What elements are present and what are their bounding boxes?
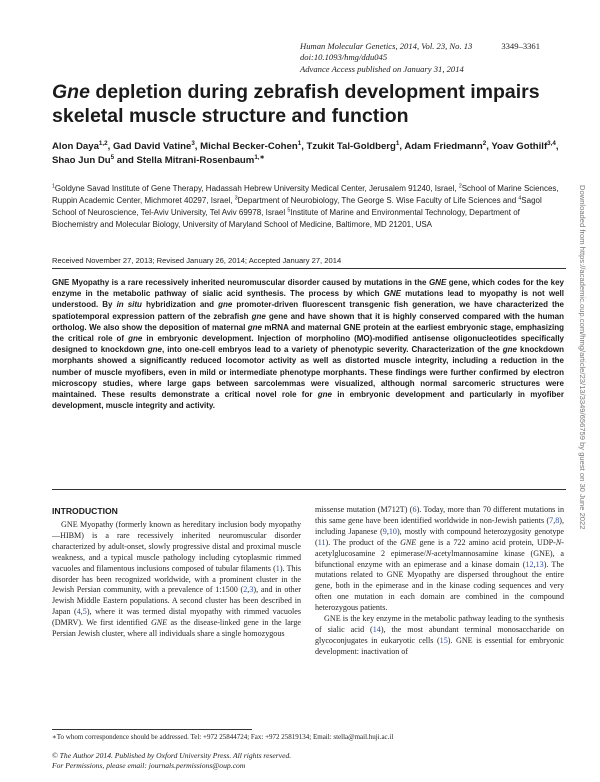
affiliation-sup: 3 xyxy=(234,195,238,202)
intro-text: ), the most abundant terminal monosaccharide on glycoconjugates in eukaryotic cells ( xyxy=(315,624,564,645)
page-range: 3349–3361 xyxy=(501,41,540,51)
advance-access: Advance Access published on January 31, 2014 xyxy=(300,63,464,74)
author-separator: and xyxy=(114,155,137,167)
abstract-italic: in situ xyxy=(116,300,142,310)
abstract-text: promoter-driven fluorescent transgenic fish generation, we have characterized the spatiotemporal expression pattern of the zebrafish xyxy=(52,300,565,321)
abstract-italic: GNE xyxy=(383,289,401,299)
footnote-rule xyxy=(52,729,252,730)
divider-bottom xyxy=(52,489,566,490)
correspondence-footnote: ∗To whom correspondence should be addressed. Tel: +972 25844724; Fax: +972 25819134; Email: stella@mail.huji.ac.il xyxy=(52,733,394,741)
citation-link[interactable]: 6 xyxy=(412,505,417,514)
author-name: Shao Jun Du xyxy=(52,155,111,167)
author-separator: , xyxy=(486,141,492,152)
intro-text: ), mostly with compound heterozygosity genotype ( xyxy=(315,526,565,547)
abstract-text: hybridization and xyxy=(141,300,219,310)
abstract-text: mutations lead to myopathy is not well understood. By xyxy=(52,289,564,310)
intro-text: ). The product of the xyxy=(325,537,401,547)
title-rest: depletion during zebrafish development impairs skeletal muscle structure and function xyxy=(52,81,540,127)
citation-link[interactable]: 1 xyxy=(275,563,280,573)
citation-link[interactable]: 11 xyxy=(317,537,326,547)
article-title xyxy=(52,80,562,128)
download-watermark: Downloaded from https://academic.oup.com/hmg/article/23/13/3349/656759 by guest on 30 June 2022 xyxy=(578,185,587,530)
citation-link[interactable]: 3 xyxy=(249,585,254,595)
abstract-italic: GNE xyxy=(428,278,447,287)
journal-header xyxy=(300,41,540,75)
citation-link[interactable]: 13 xyxy=(535,559,544,569)
affiliation-sup: 1 xyxy=(52,183,55,190)
abstract-text: mRNA and maternal GNE protein at the earliest embryonic stage, emphasizing the critical role of xyxy=(52,322,564,344)
received-dates: Received November 27, 2013; Revised January 26, 2014; Accepted January 27, 2014 xyxy=(52,256,342,265)
citation-link[interactable]: 12 xyxy=(525,559,534,569)
citation-link[interactable]: 2 xyxy=(243,585,248,595)
intro-text: ). GNE is essential for embryonic development: inactivation of xyxy=(315,635,564,656)
author-name: Stella Mitrani-Rosenbaum xyxy=(136,155,255,167)
abstract-text: in embryonic development and particularly in myofiber development, muscle integrity and activity. xyxy=(52,390,564,411)
abstract-italic: gne xyxy=(147,345,162,355)
abstract-italic: gne xyxy=(317,390,332,400)
intro-text: ). The mutations related to GNE Myopathy are dispersed throughout the entire gene, both in the epimerase and in the kinase coding sequences and very often one mutation in each domain are combined in the compound heterozygous patients. xyxy=(315,559,565,613)
affiliation-sup: 5 xyxy=(287,207,291,214)
author-affiliation-sup: 5 xyxy=(110,154,115,162)
affiliation-text: School of Marine Sciences, Ruppin Academic Center, Michmoret 40297, Israel, xyxy=(52,184,559,205)
introduction-heading: INTRODUCTION xyxy=(52,506,118,516)
intro-text: ), where it was termed distal myopathy with rimmed vacuoles (DMRV). We first identified xyxy=(52,607,301,628)
affiliation-text: Sagol School of Neuroscience, Tel-Aviv University, Tel Aviv 69978, Israel xyxy=(52,196,542,217)
intro-text: , xyxy=(386,526,389,536)
intro-text: GNE is the key enzyme in the metabolic pathway leading to the synthesis of sialic acid ( xyxy=(315,614,564,634)
abstract-text: gene, which codes for the key enzyme in the metabolic pathway of sialic acid synthesis. The process by which xyxy=(52,278,564,299)
abstract-italic: gne xyxy=(502,345,517,355)
intro-left-column xyxy=(52,520,301,640)
abstract-italic: gne xyxy=(247,322,262,332)
divider-top xyxy=(52,268,566,269)
intro-italic: GNE xyxy=(150,618,168,628)
author-separator: , xyxy=(555,141,559,152)
intro-italic: N xyxy=(555,537,562,547)
author-separator: , xyxy=(301,141,307,152)
affiliation-text: Department of Neurobiology, The George S. Wise Faculty of Life Sciences and xyxy=(237,196,519,205)
affiliations xyxy=(52,183,564,231)
doi[interactable]: doi:10.1093/hmg/ddu045 xyxy=(300,52,388,63)
title-gene: Gne xyxy=(52,81,90,103)
intro-right-paragraph-1 xyxy=(315,505,564,614)
author-affiliation-sup: 3 xyxy=(191,139,195,147)
author-affiliation-sup: 2 xyxy=(482,139,487,147)
abstract-italic: gne xyxy=(128,334,143,344)
intro-text: ). This disorder has been recognized worldwide, with a prominent cluster in the Jewish Persian community, with a prevalence of 1:1500 ( xyxy=(52,563,301,595)
citation-link[interactable]: 9 xyxy=(382,526,387,536)
intro-right-paragraph-2 xyxy=(315,614,564,658)
author-affiliation-sup: 1,2 xyxy=(98,139,108,147)
citation-link[interactable]: 15 xyxy=(439,635,448,645)
journal-name: Human Molecular Genetics, 2014, Vol. 23, No. 13 xyxy=(300,41,473,51)
abstract xyxy=(52,277,564,411)
intro-text: -acetylmannosamine kinase (GNE), a bifunctional enzyme with an epimerase and a kinase domain ( xyxy=(315,548,564,569)
affiliation-text: Institute of Marine and Environmental Technology, Department of Biochemistry and Molecular Biology, University of Maryland School of Medicine, Baltimore, MD 21201, USA xyxy=(52,208,520,229)
author-affiliation-sup: 3,4 xyxy=(547,139,556,147)
author-affiliation-sup: 1 xyxy=(395,139,400,147)
intro-text: , xyxy=(80,607,83,617)
abstract-text: GNE Myopathy is a rare recessively inherited neuromuscular disorder caused by mutations in the xyxy=(52,278,429,287)
intro-right-column xyxy=(315,505,564,658)
intro-text: GNE Myopathy (formerly known as hereditary inclusion body myopathy—HIBM) is a rare recessively inherited neuromuscular disorder characterized by adult-onset, slowly progressive distal and proximal muscle weakness, and a typical muscle pathology including cytoplasmic rimmed vacuoles and filamentous inclusions composed of tubular filaments ( xyxy=(52,520,301,573)
abstract-text: , into one-cell embryos lead to a variety of phenotypic severity. Characterization of the xyxy=(161,345,503,355)
author-name: Gad David Vatine xyxy=(112,141,192,152)
intro-italic: N xyxy=(425,548,432,558)
intro-text: ). Today, more than 70 different mutations in this same gene have been identified worldwide in non-Jewish patients ( xyxy=(315,505,564,525)
intro-text: ), including Japanese ( xyxy=(315,515,564,536)
abstract-italic: gne xyxy=(218,300,233,310)
intro-text: missense mutation (M712T) ( xyxy=(315,505,413,514)
permissions-line: For Permissions, please email: journals.permissions@oup.com xyxy=(52,761,246,771)
intro-italic: GNE xyxy=(400,537,417,547)
intro-text: , xyxy=(247,585,250,595)
intro-text: as the disease-linked gene in the large Persian Jewish cluster, where all individuals share a single homozygous xyxy=(52,618,301,639)
author-name: Yoav Gothilf xyxy=(491,141,548,152)
author-affiliation-sup: 1,∗ xyxy=(254,154,265,162)
author-separator: , xyxy=(194,141,201,152)
author-name: Michal Becker-Cohen xyxy=(200,141,298,152)
citation-link[interactable]: 4 xyxy=(76,607,81,617)
citation-link[interactable]: 5 xyxy=(82,607,87,617)
affiliation-sup: 4 xyxy=(518,195,522,202)
affiliation-text: Goldyne Savad Institute of Gene Therapy, Hadassah Hebrew University Medical Center, Jerusalem 91240, Israel, xyxy=(54,184,459,193)
abstract-text: gene and have shown that it is highly conserved compared with the human ortholog. We also show the deposition of maternal xyxy=(52,311,564,332)
affiliation-sup: 2 xyxy=(458,183,462,190)
abstract-text: in embryonic development. Injection of morpholino (MO)-modified antisense oligonucleotides specifically designed to knockdown xyxy=(52,334,565,355)
copyright-line: © The Author 2014. Published by Oxford University Press. All rights reserved. xyxy=(52,751,292,760)
intro-text: gene is a 722 amino acid protein, UDP- xyxy=(416,537,556,547)
intro-text: ), and in other Jewish Middle Eastern populations. A second cluster has been described in Japan ( xyxy=(52,585,301,617)
author-separator: , xyxy=(107,141,113,152)
author-separator: , xyxy=(399,141,405,152)
author-affiliation-sup: 1 xyxy=(297,139,302,147)
intro-text: -acetylglucosamine 2 epimerase/ xyxy=(315,537,564,558)
author-list xyxy=(52,140,562,168)
citation-link[interactable]: 10 xyxy=(388,526,397,536)
copyright-block xyxy=(52,751,564,771)
author-name: Tzukit Tal-Goldberg xyxy=(306,141,396,152)
abstract-text: knockdown morphants showed a significantly reduced locomotor activity as well as distorted muscle integrity, including a reduction in the number of muscle myofibers, even in mild or intermediate phenotype morphants. These findings were further confirmed by electron microscopy studies, where large gaps between sarcolemmas were visualized, although normal sarcomeric structures were maintained. These results demonstrate a critical novel role for xyxy=(52,345,565,400)
citation-link[interactable]: 14 xyxy=(372,624,381,634)
author-name: Alon Daya xyxy=(52,141,99,152)
intro-text: , xyxy=(553,515,556,525)
intro-text: , xyxy=(533,559,536,569)
citation-link[interactable]: 8 xyxy=(555,515,560,525)
author-name: Adam Friedmann xyxy=(404,141,483,152)
abstract-italic: gne xyxy=(251,311,266,321)
citation-link[interactable]: 7 xyxy=(549,515,554,525)
